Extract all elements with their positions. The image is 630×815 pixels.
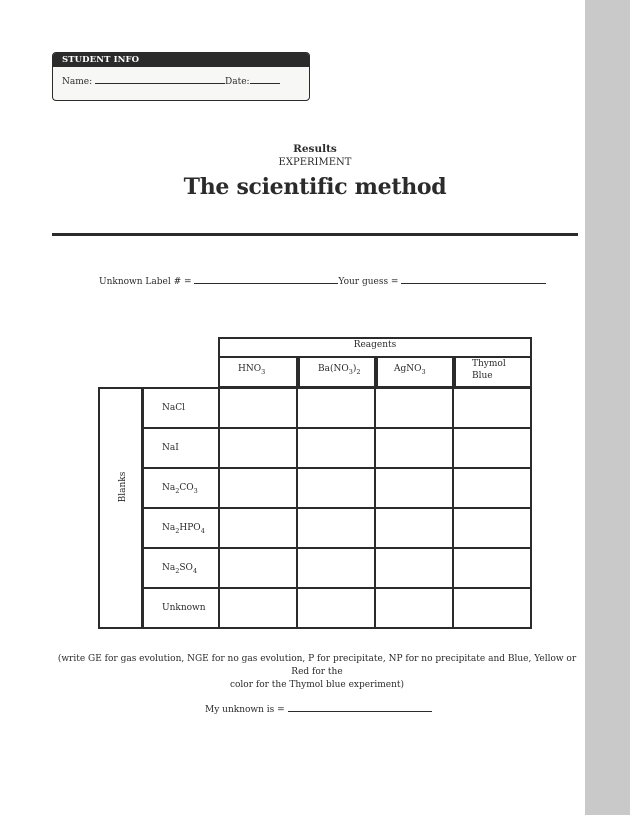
row-label-na2hpo4: $Na_2HPO_4$	[162, 523, 205, 535]
title-rule	[52, 233, 578, 236]
student-info-box	[52, 52, 310, 101]
date-label: Date:	[225, 77, 250, 87]
column-header-hno3: $HNO_3$	[238, 364, 266, 376]
answer-cell	[452, 507, 532, 549]
results-label: Results	[293, 143, 337, 155]
answer-cell	[296, 587, 376, 629]
row-label-cell	[142, 547, 220, 589]
my-unknown-label: My unknown is =	[205, 705, 285, 715]
row-label-na2co3: $Na_2CO_3$	[162, 483, 198, 495]
row-label-cell	[142, 427, 220, 469]
answer-cell	[218, 387, 298, 429]
name-label: Name:	[62, 77, 93, 87]
answer-cell	[452, 547, 532, 589]
answer-cell	[218, 467, 298, 509]
column-header-agno3: AgNO$_3$	[394, 364, 426, 376]
your-guess-label: Your guess =	[338, 277, 399, 287]
instructions-note: (write GE for gas evolution, NGE for no gas evolution, P for precipitate, NP for no precipitate and Blue, Yellow or Red for the color for the Thymol blue experiment)	[57, 654, 577, 690]
row-label-nacl: NaCl	[162, 403, 186, 413]
blanks-header: Blanks	[118, 471, 128, 503]
row-label-cell	[142, 507, 220, 549]
header-column-divider	[374, 356, 378, 388]
row-label-unknown: Unknown	[162, 603, 206, 613]
answer-cell	[218, 427, 298, 469]
answer-cell	[374, 587, 454, 629]
answer-cell	[374, 507, 454, 549]
answer-cell	[374, 427, 454, 469]
student-info-fields	[62, 75, 280, 87]
blanks-column	[98, 387, 143, 629]
row-label-na2so4: $Na_2SO_4$	[162, 563, 198, 575]
answer-cell	[452, 387, 532, 429]
answer-cell	[452, 427, 532, 469]
my-unknown-row	[205, 703, 432, 715]
date-field[interactable]	[250, 75, 280, 84]
answer-cell	[374, 467, 454, 509]
reagents-header: Reagents	[353, 340, 397, 350]
column-header-thymol-blue: Thymol Blue	[472, 359, 506, 381]
header-column-divider	[452, 356, 456, 388]
guess-row	[99, 275, 546, 287]
header-column-divider	[296, 356, 300, 388]
row-label-nai: NaI	[162, 443, 179, 453]
answer-cell	[296, 427, 376, 469]
row-label-cell	[142, 467, 220, 509]
column-header-bano32: $Ba(NO_3)_2$	[318, 364, 361, 376]
page-margin-bar	[585, 0, 630, 815]
name-field[interactable]	[95, 75, 225, 84]
answer-cell	[296, 387, 376, 429]
row-label-cell	[142, 387, 220, 429]
unknown-label-field[interactable]	[194, 275, 338, 284]
answer-cell	[374, 547, 454, 589]
student-info-header: STUDENT INFO	[53, 53, 309, 67]
answer-cell	[452, 587, 532, 629]
answer-cell	[296, 507, 376, 549]
answer-cell	[374, 387, 454, 429]
page-title: The scientific method	[183, 174, 447, 200]
experiment-label: EXPERIMENT	[278, 157, 352, 168]
answer-cell	[296, 467, 376, 509]
answer-cell	[218, 587, 298, 629]
answer-cell	[218, 507, 298, 549]
unknown-label-label: Unknown Label # =	[99, 277, 192, 287]
your-guess-field[interactable]	[401, 275, 546, 284]
answer-cell	[296, 547, 376, 589]
row-label-cell	[142, 587, 220, 629]
my-unknown-field[interactable]	[288, 703, 432, 712]
answer-cell	[218, 547, 298, 589]
answer-cell	[452, 467, 532, 509]
